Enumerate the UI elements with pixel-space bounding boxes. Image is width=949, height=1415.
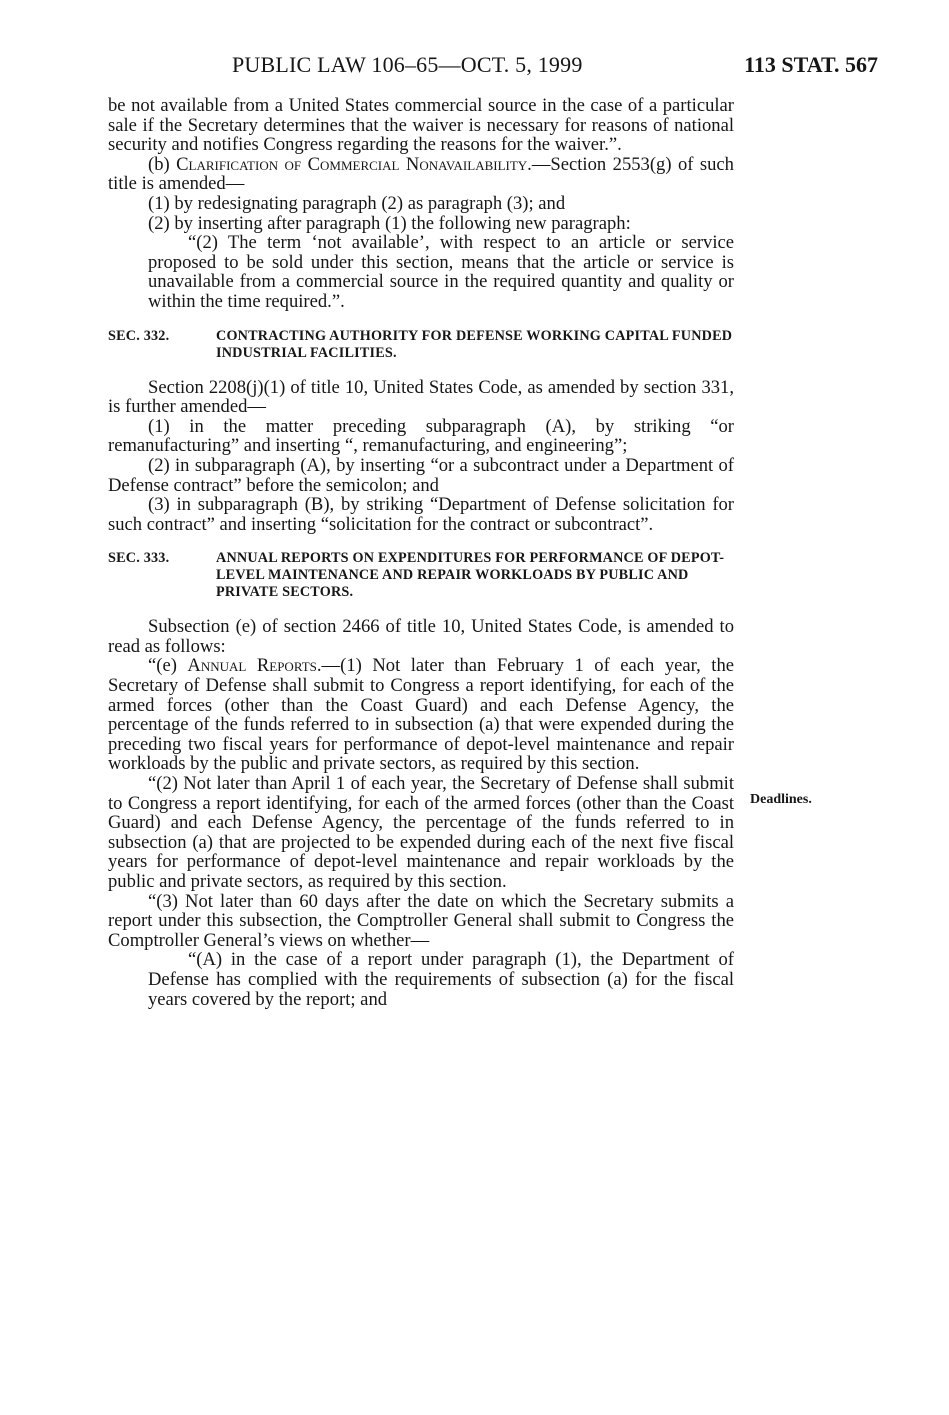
paragraph-continuation: be not available from a United States commercial source in the case of a particular sale if the Secretary determines that the waiver is necessary for reasons of national security and notifies Congress regarding the reasons for the waiver.”. <box>108 95 734 156</box>
margin-note-deadlines: Deadlines. <box>750 792 812 807</box>
section-number: SEC. 332. <box>108 327 170 344</box>
list-item: (2) in subparagraph (A), by inserting “or a subcontract under a Department of Defense contract” before the semicolon; and <box>108 454 734 496</box>
subsection-text: —(1) Not later than February 1 of each year, the Secretary of Defense shall submit to Congress a report identifying, for each of the armed forces (other than the Coast Guard) and each Defense Agency, the percentage of the funds referred to in subsection (a) that were expended during the preceding two fiscal years for performance of depot-level maintenance and repair workloads by the public and private sectors, as required by this section. <box>108 655 735 775</box>
list-item: (2) by inserting after paragraph (1) the following new paragraph: <box>148 212 631 234</box>
list-item: (1) by redesignating paragraph (2) as paragraph (3); and <box>148 192 566 214</box>
running-title: PUBLIC LAW 106–65—OCT. 5, 1999 <box>232 52 583 77</box>
list-item: (1) in the matter preceding subparagraph (A), by striking “or remanufacturing” and inserting “, remanufacturing, and engineering”; <box>108 415 734 457</box>
subsection-label: “(e) <box>148 655 188 677</box>
page-header <box>108 52 878 82</box>
paragraph: Subsection (e) of section 2466 of title 10, United States Code, is amended to read as follows: <box>108 616 734 657</box>
quoted-paragraph: “(A) in the case of a report under paragraph (1), the Department of Defense has complied with the requirements of subsection (a) for the fiscal years covered by the report; and <box>148 949 734 1010</box>
section-number: SEC. 333. <box>108 550 170 567</box>
subsection-heading: Clarification of Commercial Nonavailability. <box>176 153 532 175</box>
section-heading-332 <box>108 328 734 362</box>
section-title: CONTRACTING AUTHORITY FOR DEFENSE WORKING CAPITAL FUNDED INDUSTRIAL FACILITIES. <box>216 327 733 361</box>
stat-page-number: 113 STAT. 567 <box>744 52 878 77</box>
paragraph-annual-reports <box>108 656 734 774</box>
paragraph: “(3) Not later than 60 days after the date on which the Secretary submits a report under this subsection, the Comptroller General shall submit to Congress the Comptroller General’s views on whether— <box>108 890 734 951</box>
section-heading-333 <box>108 550 734 601</box>
list-item: (3) in subparagraph (B), by striking “Department of Defense solicitation for such contract” and inserting “solicitation for the contract or subcontract”. <box>108 494 734 535</box>
quoted-paragraph: “(2) The term ‘not available’, with respect to an article or service proposed to be sold under this section, means that the article or service is unavailable from a commercial source in the required quantity and quality or within the time required.”. <box>148 232 734 312</box>
paragraph-clarification <box>108 155 734 194</box>
subsection-heading: Annual Reports. <box>187 655 322 677</box>
paragraph: Section 2208(j)(1) of title 10, United States Code, as amended by section 331, is further amended— <box>108 376 734 418</box>
subsection-text: —Section 2553(g) of such title is amended— <box>108 153 734 195</box>
document-body <box>108 96 734 1009</box>
paragraph: “(2) Not later than April 1 of each year, the Secretary of Defense shall submit to Congress a report identifying, for each of the armed forces (other than the Coast Guard) and each Defense Agency, the percentage of the funds referred to in subsection (a) that are projected to be expended during each of the next five fiscal years for performance of depot-level maintenance and repair workloads by the public and private sectors, as required by this section. <box>108 773 734 892</box>
subsection-label: (b) <box>148 153 177 175</box>
section-title: ANNUAL REPORTS ON EXPENDITURES FOR PERFORMANCE OF DEPOT-LEVEL MAINTENANCE AND REPAIR WORKLOADS BY PUBLIC AND PRIVATE SECTORS. <box>216 550 725 601</box>
